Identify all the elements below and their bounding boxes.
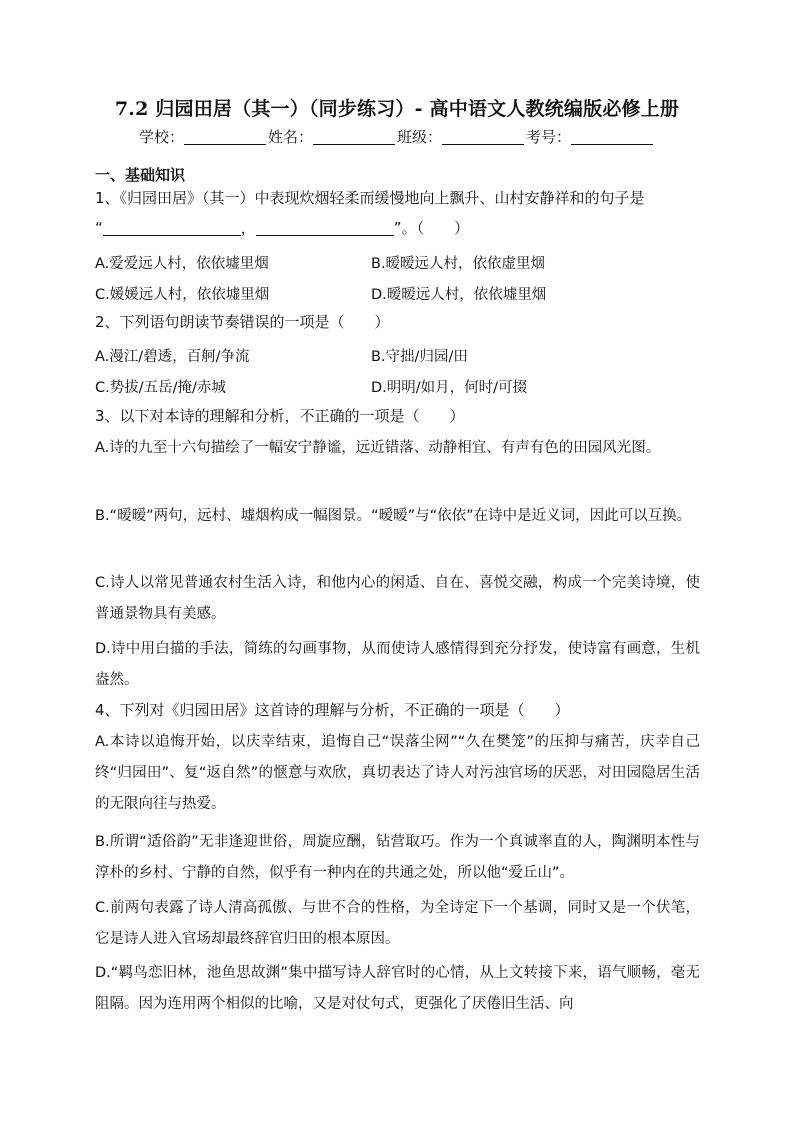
number-label: 考号： [526, 128, 572, 146]
q3-option-d[interactable]: D.诗中用白描的手法，简练的勾画事物，从而使诗人感情得到充分抒发，使诗富有画意，生机盎然。 [95, 641, 700, 688]
q3-option-b[interactable]: B.“暧暧”两句，远村、墟烟构成一幅图景。“暧暧”与“依依”在诗中是近义词，因此可以互换。 [95, 508, 692, 524]
school-label: 学校： [138, 128, 184, 146]
q4-option-c[interactable]: C.前两句表露了诗人清高孤傲、与世不合的性格，为全诗定下一个基调，同时又是一个伏笔，它是诗人进入官场却最终辞官归田的根本原因。 [95, 900, 700, 947]
q4-option-b[interactable]: B.所谓“适俗韵”无非逢迎世俗，周旋应酬，钻营取巧。作为一个真诚率直的人，陶渊明本性与淳朴的乡村、宁静的自然，似乎有一种内在的共通之处，所以他“爱丘山”。 [95, 834, 700, 881]
q1-comma: ， [240, 219, 256, 237]
name-label: 姓名： [267, 128, 313, 146]
q1-option-b[interactable]: B.暧暧远人村，依依虚里烟 [371, 256, 546, 272]
q2-option-a[interactable]: A.漫江/碧透，百舸/争流 [95, 349, 250, 365]
q1-fill-blank-2[interactable] [256, 221, 394, 236]
q2-stem: 2、下列语句朗读节奏错误的一项是（ ） [95, 313, 390, 331]
class-blank[interactable] [442, 130, 524, 145]
q1-option-d[interactable]: D.暧暧远人村，依依墟里烟 [371, 287, 547, 303]
school-blank[interactable] [184, 130, 266, 145]
q3-stem: 3、以下对本诗的理解和分析，不正确的一项是（ ） [95, 407, 465, 425]
q2-option-b[interactable]: B.守拙/归园/田 [371, 349, 468, 365]
q2-option-d[interactable]: D.明明/如月，何时/可掇 [371, 380, 528, 396]
q3-option-c[interactable]: C.诗人以常见普通农村生活入诗，和他内心的闲适、自在、喜悦交融，构成一个完美诗境，使普通景物具有美感。 [95, 575, 700, 622]
q1-fill-blank-1[interactable] [103, 221, 241, 236]
q4-stem: 4、下列对《归园田居》这首诗的理解与分析，不正确的一项是（ ） [95, 701, 570, 719]
student-info-line [0, 126, 794, 147]
page-title: 7.2 归园田居（其一）（同步练习）- 高中语文人教统编版必修上册 [114, 98, 680, 120]
q4-option-a[interactable]: A.本诗以追悔开始，以庆幸结束，追悔自己“误落尘网”“久在樊笼”的压抑与痛苦，庆幸自己终“归园田”、复“返自然”的惬意与欢欣，真切表达了诗人对污浊官场的厌恶，对田园隐居生活的无限向往与热爱。 [95, 734, 700, 812]
q1-close: ”。（ ） [393, 219, 470, 237]
section-heading: 一、基础知识 [95, 166, 186, 184]
name-blank[interactable] [313, 130, 395, 145]
q1-fill-line [95, 213, 705, 244]
q2-option-c[interactable]: C.势拔/五岳/掩/赤城 [95, 380, 226, 396]
number-blank[interactable] [571, 130, 653, 145]
q1-option-a[interactable]: A.爱爱远人村，依依墟里烟 [95, 256, 269, 272]
q4-option-d[interactable]: D.“羁鸟恋旧林，池鱼思故渊”集中描写诗人辞官时的心情，从上文转接下来，语气顺畅，毫无阻隔。因为连用两个相似的比喻，又是对仗句式，更强化了厌倦旧生活、向 [95, 965, 700, 1012]
class-label: 班级： [397, 128, 443, 146]
q1-stem: 1、《归园田居》（其一）中表现炊烟轻柔而缓慢地向上飘升、山村安静祥和的句子是 [95, 189, 645, 207]
q1-option-c[interactable]: C.媛媛远人村，依依墟里烟 [95, 287, 270, 303]
q3-option-a[interactable]: A.诗的九至十六句描绘了一幅安宁静谧，远近错落、动静相宜、有声有色的田园风光图。 [95, 440, 661, 456]
q1-open-quote: “ [95, 219, 103, 237]
